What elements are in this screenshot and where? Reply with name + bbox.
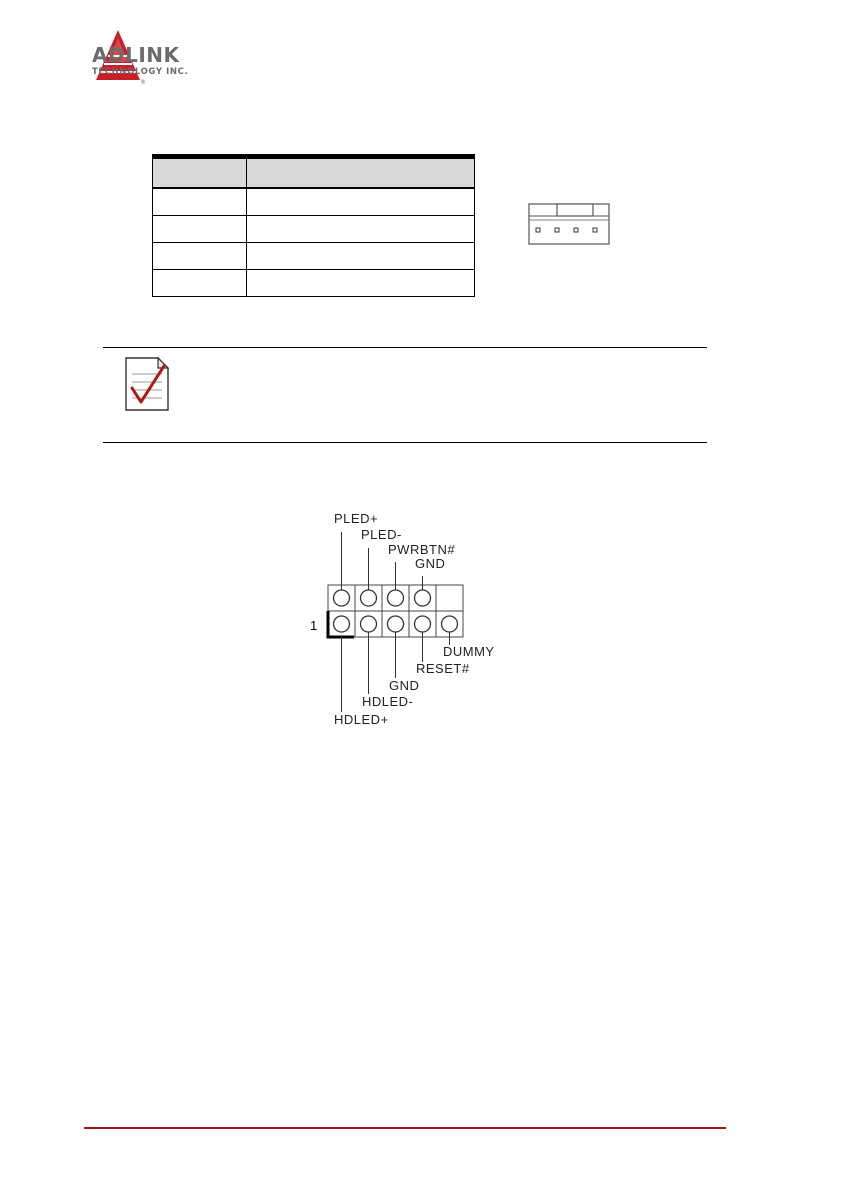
pin-label-reset: RESET# — [416, 661, 470, 676]
note-top-rule — [103, 347, 707, 348]
pin-label-pled-plus: PLED+ — [334, 511, 379, 526]
svg-text:®: ® — [140, 79, 146, 86]
pin1-marker: 1 — [310, 618, 318, 633]
front-panel-header-diagram — [300, 505, 520, 735]
fan-connector-diagram — [528, 203, 610, 245]
note-bottom-rule — [103, 442, 707, 443]
table-row — [152, 243, 475, 270]
checklist-document-icon — [124, 356, 170, 412]
table-row — [152, 270, 475, 297]
pin-label-pled-minus: PLED- — [361, 527, 402, 542]
footer-rule — [84, 1127, 726, 1129]
table-row — [152, 216, 475, 243]
pin-label-gnd-bottom: GND — [389, 678, 420, 693]
table-header — [152, 159, 475, 189]
pin-label-hdled-minus: HDLED- — [362, 694, 414, 709]
table-row — [152, 189, 475, 216]
pin-label-dummy: DUMMY — [443, 644, 495, 659]
pin-label-hdled-plus: HDLED+ — [334, 712, 389, 727]
pin-label-pwrbtn: PWRBTN# — [388, 542, 456, 557]
logo-wordmark: ADLINK — [92, 43, 180, 67]
logo-subtitle: TECHNOLOGY INC. — [92, 67, 189, 77]
pin-label-gnd-top: GND — [415, 556, 446, 571]
